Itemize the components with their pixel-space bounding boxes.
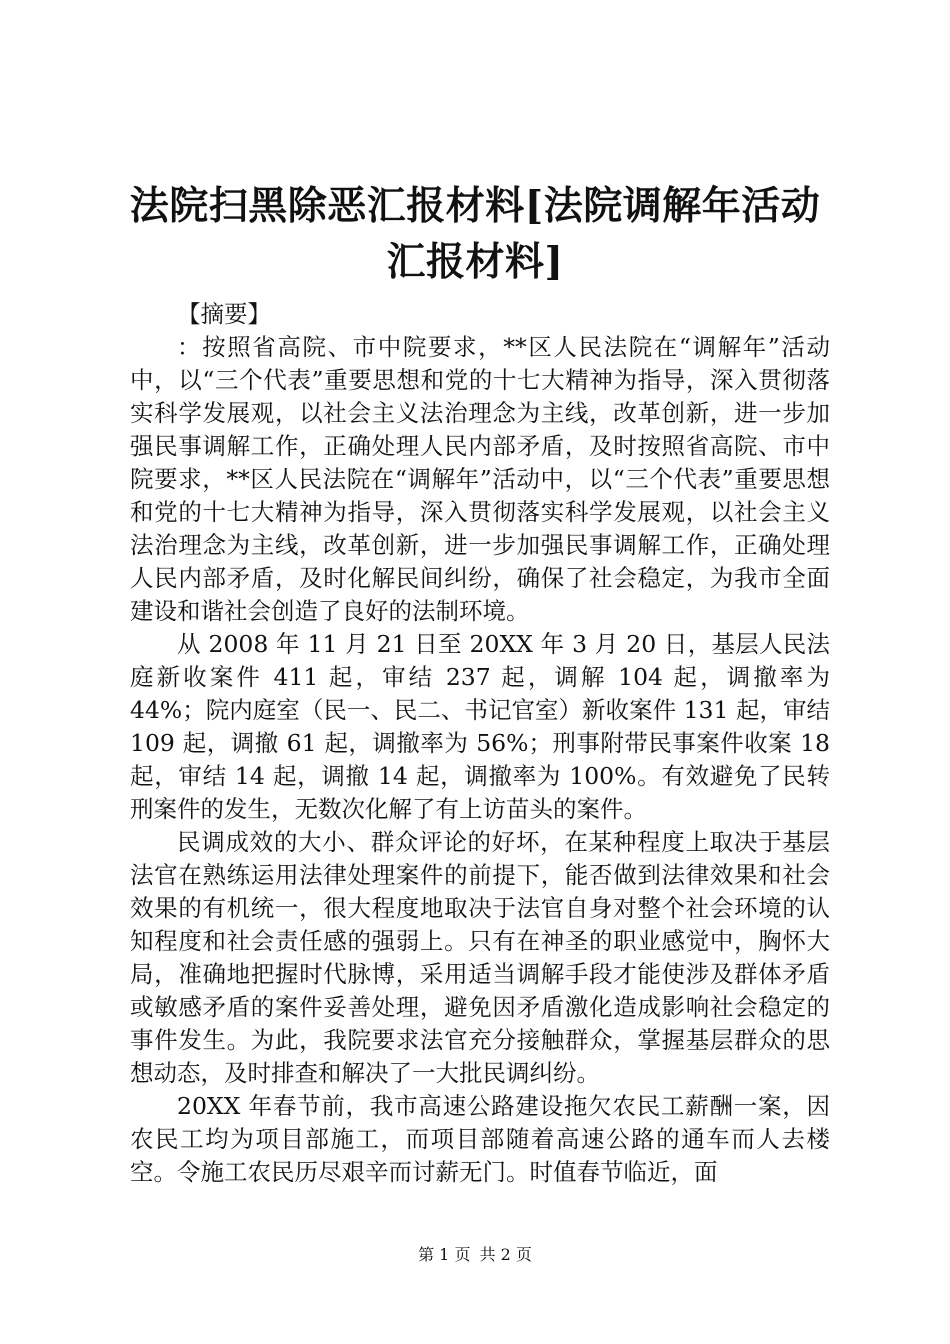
paragraph-statistics: 从 2008 年 11 月 21 日至 20XX 年 3 月 20 日，基层人民法庭新收案件 411 起，审结 237 起，调解 104 起，调撤率为 44%；院内庭室（民一、民二、书记官室）新收案件 131 起，审结 109 起，调撤 61 起，调撤率为 56%；刑事附带民事案件收案 18 起，审结 14 起，调撤 14 起，调撤率为 100%。有效避免了民转刑案件的发生，无数次化解了有上访苗头的案件。: [130, 630, 830, 823]
page-number: 第 1 页: [418, 1245, 471, 1264]
paragraph-abstract: ：按照省高院、市中院要求，**区人民法院在“调解年”活动中，以“三个代表”重要思想和党的十七大精神为指导，深入贯彻落实科学发展观，以社会主义法治理念为主线，改革创新，进一步加强民事调解工作，正确处理人民内部矛盾，及时按照省高院、市中院要求，**区人民法院在“调解年”活动中，以“三个代表”重要思想和党的十七大精神为指导，深入贯彻落实科学发展观，以社会主义法治理念为主线，改革创新，进一步加强民事调解工作，正确处理人民内部矛盾，及时化解民间纠纷，确保了社会稳定，为我市全面建设和谐社会创造了良好的法制环境。: [130, 333, 830, 625]
paragraph-mediation-effect: 民调成效的大小、群众评论的好坏，在某种程度上取决于基层法官在熟练运用法律处理案件的前提下，能否做到法律效果和社会效果的有机统一，很大程度地取决于法官自身对整个社会环境的认知程度和社会责任感的强弱上。只有在神圣的职业感觉中，胸怀大局，准确地把握时代脉博，采用适当调解手段才能使涉及群体矛盾或敏感矛盾的案件妥善处理，避免因矛盾激化造成影响社会稳定的事件发生。为此，我院要求法官充分接触群众，掌握基层群众的思想动态，及时排查和解决了一大批民调纠纷。: [130, 828, 830, 1087]
page-footer: [0, 1244, 950, 1266]
paragraph-case-example: 20XX 年春节前，我市高速公路建设拖欠农民工薪酬一案，因农民工均为项目部施工，而项目部随着高速公路的通车而人去楼空。令施工农民历尽艰辛而讨薪无门。时值春节临近，面: [130, 1092, 830, 1186]
document-title: 法院扫黑除恶汇报材料[法院调解年活动汇报材料]: [129, 183, 821, 285]
abstract-label: 【摘要】: [177, 300, 271, 328]
page-total: 共 2 页: [479, 1245, 532, 1264]
document-body: [130, 298, 830, 1189]
